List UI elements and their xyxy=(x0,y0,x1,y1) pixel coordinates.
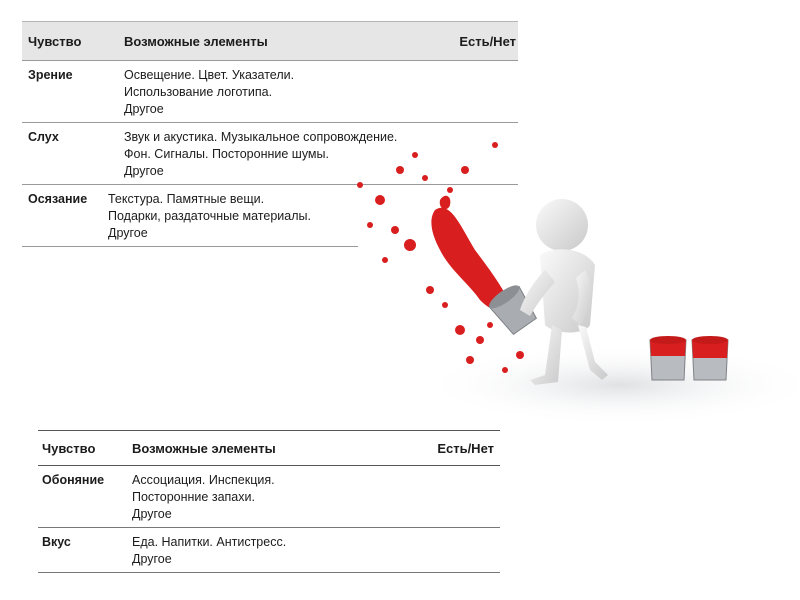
header-sense: Чувство xyxy=(42,440,96,456)
table-row xyxy=(38,528,500,573)
table-header xyxy=(22,21,518,61)
element-line: Использование логотипа. xyxy=(124,85,273,99)
header-elements: Возможные элементы xyxy=(124,33,268,49)
element-line: Подарки, раздаточные материалы. xyxy=(108,209,311,223)
sense-label: Слух xyxy=(28,130,59,144)
elements-cell xyxy=(124,67,424,118)
paint-can-left xyxy=(650,336,686,380)
paint-can-right xyxy=(692,336,728,380)
element-line: Освещение. Цвет. Указатели. xyxy=(124,68,295,82)
paint-splash-illustration xyxy=(340,130,800,430)
senses-table-bottom xyxy=(38,430,500,573)
header-yesno: Есть/Нет xyxy=(459,33,516,49)
element-line: Другое xyxy=(108,226,148,240)
element-line: Еда. Напитки. Антистресс. xyxy=(132,535,287,549)
element-line: Другое xyxy=(132,552,172,566)
element-line: Другое xyxy=(132,507,172,521)
floor-shadow xyxy=(420,345,800,425)
element-line: Фон. Сигналы. Посторонние шумы. xyxy=(124,147,329,161)
elements-cell xyxy=(132,472,432,523)
element-line: Звук и акустика. Музыкальное сопровождение. xyxy=(124,130,398,144)
red-paint-splash xyxy=(357,142,524,373)
elements-cell xyxy=(108,191,358,242)
element-line: Другое xyxy=(124,164,164,178)
header-sense: Чувство xyxy=(28,33,82,49)
element-line: Посторонние запахи. xyxy=(132,490,255,504)
element-line: Ассоциация. Инспекция. xyxy=(132,473,275,487)
sense-label: Вкус xyxy=(42,535,71,549)
element-line: Текстура. Памятные вещи. xyxy=(108,192,265,206)
element-line: Другое xyxy=(124,102,164,116)
table-row xyxy=(38,466,500,528)
header-elements: Возможные элементы xyxy=(132,440,276,456)
sense-label: Зрение xyxy=(28,68,73,82)
sense-label: Обоняние xyxy=(42,473,105,487)
header-yesno: Есть/Нет xyxy=(437,440,494,456)
elements-cell xyxy=(132,534,432,568)
sense-label: Осязание xyxy=(28,192,88,206)
table-row xyxy=(22,185,358,247)
table-header xyxy=(38,430,500,466)
table-row xyxy=(22,61,518,123)
